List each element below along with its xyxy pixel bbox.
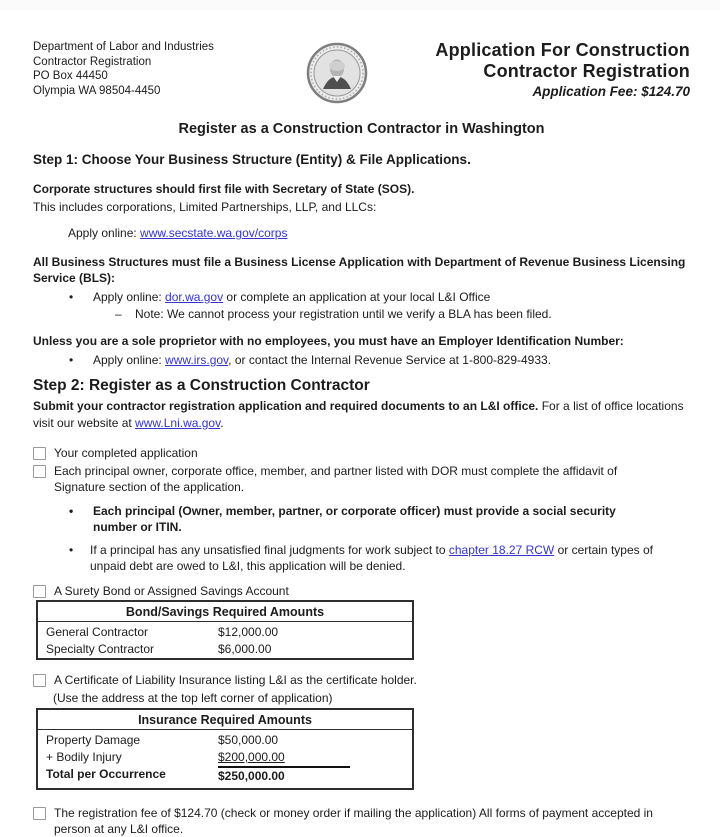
bls-apply-text: Apply online: dor.wa.gov or complete an application at your local L&I Office: [93, 290, 491, 304]
checkbox-label: Your completed application: [54, 446, 198, 460]
table-row: + Bodily Injury $200,000.00: [46, 750, 285, 764]
bond-savings-table: [36, 600, 414, 660]
checkbox-surety-bond[interactable]: [33, 585, 46, 598]
secstate-link[interactable]: www.secstate.wa.gov/corps: [140, 226, 288, 240]
checkbox-label: A Certificate of Liability Insurance listing L&I as the certificate holder.: [54, 673, 417, 687]
bls-note-text: Note: We cannot process your registration until we verify a BLA has been filed.: [135, 307, 552, 321]
bls-lead-bold: All Business Structures must file a Business License Application with Department of Revenue Business Licensing Service (BLS):: [33, 255, 686, 285]
form-title-line1: Application For Construction: [435, 40, 690, 60]
form-title-block: [390, 40, 690, 100]
checkbox-label: Each principal owner, corporate office, member, and partner listed with DOR must complete the affidavit of Signature section of the application.: [54, 464, 618, 494]
bls-apply-bullet: [67, 289, 690, 305]
insurance-table: [36, 708, 414, 790]
dor-link[interactable]: dor.wa.gov: [165, 290, 224, 304]
bullet-icon: •: [69, 290, 74, 304]
step2-submit-paragraph: Submit your contractor registration application and required documents to an L&I office. For a list of office locations visit our website at www.Lni.wa.gov.: [33, 399, 684, 430]
ssn-bullet: [67, 503, 690, 535]
insurance-cert-subnote: (Use the address at the top left corner of application): [53, 691, 333, 705]
sos-apply-line: [68, 225, 690, 241]
rcw-link[interactable]: chapter 18.27 RCW: [448, 543, 555, 557]
sos-lead-bold: Corporate structures should first file with Secretary of State (SOS).: [33, 182, 415, 196]
scan-edge-strip: [0, 0, 720, 10]
checkbox-completed-application[interactable]: [33, 447, 46, 460]
bullet-icon: •: [69, 504, 74, 518]
agency-address-block: [33, 40, 283, 98]
apply-online-label: Apply online:: [68, 226, 141, 240]
lni-link[interactable]: www.Lni.wa.gov: [135, 415, 221, 430]
bls-note-row: [115, 306, 690, 322]
checkbox-row-registration-fee: [33, 805, 690, 837]
ein-apply-bullet: [67, 352, 690, 368]
irs-link[interactable]: www.irs.gov: [165, 353, 229, 367]
checkbox-row-surety-bond: [33, 583, 690, 599]
step2-heading: Step 2: Register as a Construction Contractor: [33, 377, 370, 394]
judgments-bullet-text: If a principal has any unsatisfied final judgments for work subject to chapter 18.27 RCW or certain types of unpaid debt are owed to L&I, this application will be denied.: [90, 543, 653, 573]
step1-heading: Step 1: Choose Your Business Structure (Entity) & File Applications.: [33, 152, 471, 167]
bullet-icon: •: [69, 353, 74, 367]
checkbox-row-insurance-cert: [33, 672, 690, 688]
checkbox-row-completed-application: [33, 445, 690, 461]
page-title: Register as a Construction Contractor in Washington: [178, 121, 545, 137]
dash-icon: –: [115, 307, 122, 321]
address-line: PO Box 44450: [33, 70, 108, 82]
checkbox-label: A Surety Bond or Assigned Savings Account: [54, 584, 289, 598]
washington-state-seal-icon: [283, 40, 390, 104]
application-form-page: [0, 40, 720, 837]
table-row: General Contractor $12,000.00: [46, 625, 279, 639]
form-title-line2: Contractor Registration: [483, 61, 690, 81]
checkbox-principal-affidavit[interactable]: [33, 465, 46, 478]
bond-table-title: Bond/Savings Required Amounts: [38, 602, 412, 622]
sos-lead-text: This includes corporations, Limited Partnerships, LLP, and LLCs:: [33, 200, 377, 214]
checkbox-insurance-cert[interactable]: [33, 674, 46, 687]
checkbox-label: The registration fee of $124.70 (check or money order if mailing the application) All forms of payment accepted in person at any L&I office.: [54, 806, 653, 836]
ein-apply-text: Apply online: www.irs.gov, or contact the Internal Revenue Service at 1-800-829-4933.: [93, 353, 552, 367]
judgments-bullet: [67, 542, 690, 574]
form-header: [33, 40, 690, 104]
checkbox-registration-fee[interactable]: [33, 807, 46, 820]
application-fee: Application Fee: $124.70: [532, 84, 690, 99]
address-line: Department of Labor and Industries: [33, 41, 214, 53]
table-row-total: Total per Occurrence $250,000.00: [38, 766, 412, 788]
address-line: Contractor Registration: [33, 55, 152, 68]
insurance-table-title: Insurance Required Amounts: [38, 710, 412, 730]
table-row: Property Damage $50,000.00: [46, 733, 279, 747]
bullet-icon: •: [69, 543, 74, 557]
address-line: Olympia WA 98504-4450: [33, 84, 161, 97]
ssn-bullet-text: Each principal (Owner, member, partner, or corporate officer) must provide a social security number or ITIN.: [93, 504, 616, 534]
checkbox-row-principal-affidavit: [33, 463, 690, 495]
ein-lead-bold: Unless you are a sole proprietor with no employees, you must have an Employer Identification Number:: [33, 334, 624, 348]
table-row: Specialty Contractor $6,000.00: [46, 642, 272, 656]
